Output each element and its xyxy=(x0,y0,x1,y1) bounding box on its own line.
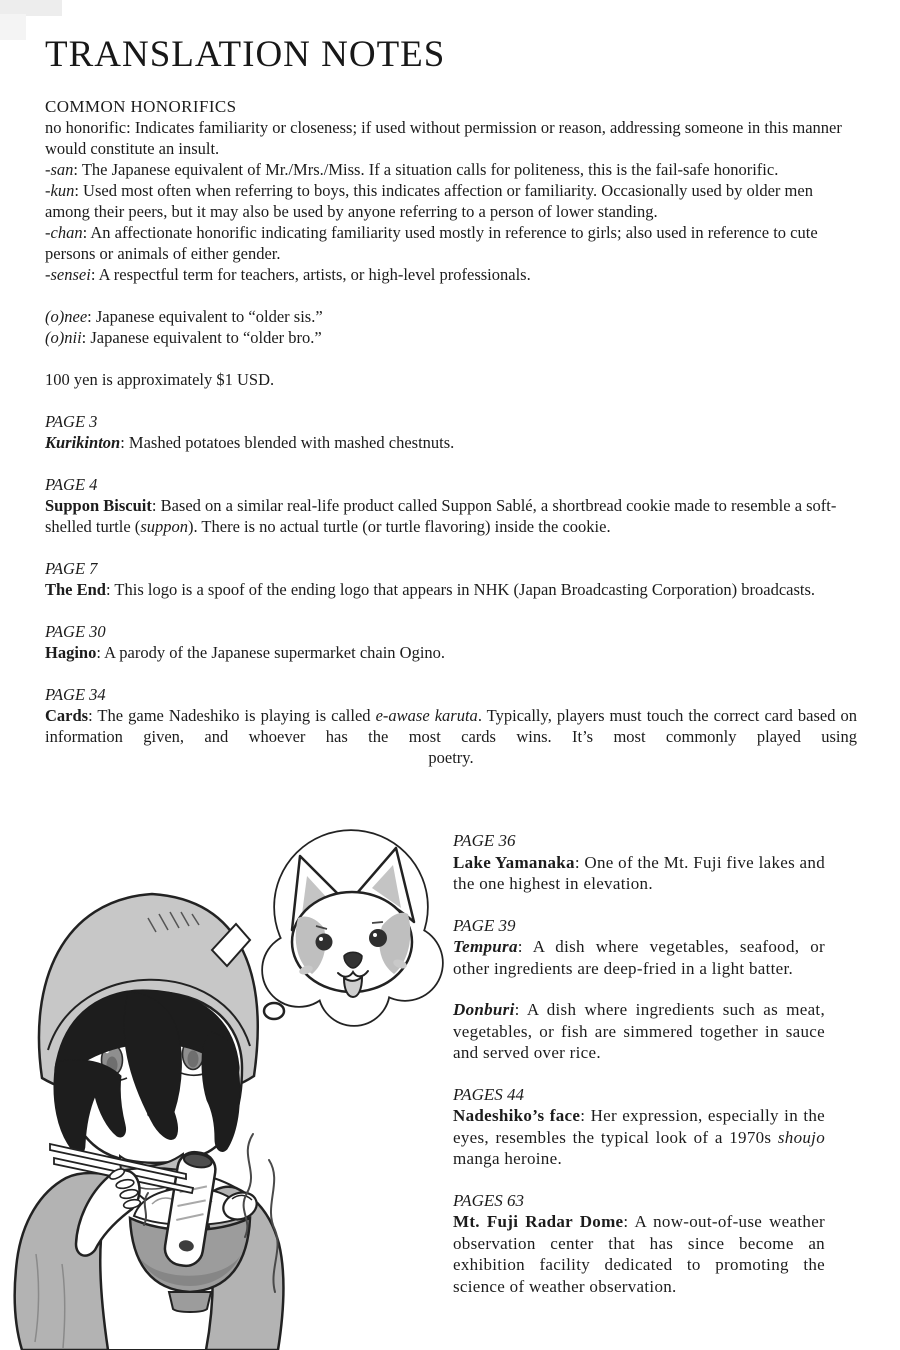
equivalent-term: (o)nii xyxy=(45,327,82,347)
honorific-term: -kun xyxy=(45,180,75,200)
note-text: Nadeshiko’s face: Her expression, especially in the eyes, resembles the typical look of a 1970s shoujo manga heroine. xyxy=(453,1106,825,1168)
dog-eye xyxy=(369,929,387,947)
note-text: Cards: The game Nadeshiko is playing is called e-awase karuta. Typically, players must touch the correct card based on information given, and whoever has the most cards wins. It’s most commonly played using xyxy=(45,705,857,746)
note-page-36 xyxy=(453,830,825,895)
note-pages-44 xyxy=(453,1084,825,1170)
note-text: Donburi: A dish where ingredients such as meat, vegetables, or fish are simmered together in sauce and served over rice. xyxy=(453,1000,825,1062)
scan-smudge xyxy=(0,14,26,40)
note-term: Kurikinton xyxy=(45,432,121,452)
note-term: Mt. Fuji Radar Dome xyxy=(453,1212,624,1231)
right-column xyxy=(453,830,825,1297)
honorific-entry xyxy=(45,222,857,264)
note-text: Suppon Biscuit: Based on a similar real-life product called Suppon Sablé, a shortbread cookie made to resemble a soft-shelled turtle (suppon). There is no actual turtle (or turtle flavoring) inside the cookie. xyxy=(45,495,837,536)
note-page-7 xyxy=(45,558,857,600)
note-page-3 xyxy=(45,411,857,453)
page-header: PAGE 39 xyxy=(453,915,516,935)
honorific-term: -san xyxy=(45,159,74,179)
honorific-entry xyxy=(45,117,857,159)
note-page-4 xyxy=(45,474,857,537)
honorific-text: : A respectful term for teachers, artists, or high-level professionals. xyxy=(90,264,531,284)
honorific-entry xyxy=(45,180,857,222)
honorific-text: : Indicates familiarity or closeness; if used without permission or reason, addressing someone in this manner would constitute an insult. xyxy=(45,117,842,158)
honorific-term: -chan xyxy=(45,222,83,242)
honorific-text: : Used most often when referring to boys, this indicates affection or familiarity. Occasionally used by older men among their peers, but it may also be used by anyone referring to a person of lower standing. xyxy=(45,180,813,221)
note-text: Tempura: A dish where vegetables, seafood, or other ingredients are deep-fried in a light batter. xyxy=(453,937,825,978)
note-term: Donburi xyxy=(453,1000,515,1019)
page-header: PAGE 34 xyxy=(45,684,106,704)
note-text-last-line: poetry. xyxy=(428,747,474,767)
note-text: Kurikinton: Mashed potatoes blended with mashed chestnuts. xyxy=(45,432,455,452)
note-term: Tempura xyxy=(453,937,518,956)
honorific-text: : The Japanese equivalent of Mr./Mrs./Miss. If a situation calls for politeness, this is the fail-safe honorific. xyxy=(73,159,779,179)
character-illustration xyxy=(6,822,456,1350)
note-pages-63 xyxy=(453,1190,825,1298)
page-header: PAGE 36 xyxy=(453,831,516,850)
honorific-term: -sensei xyxy=(45,264,91,284)
dog-tongue xyxy=(344,977,362,997)
honorific-term: no honorific xyxy=(45,117,127,137)
equivalent-term: (o)nee xyxy=(45,306,88,326)
equivalent-text: : Japanese equivalent to “older bro.” xyxy=(81,327,322,347)
note-text: The End: This logo is a spoof of the ending logo that appears in NHK (Japan Broadcasting Corporation) broadcasts. xyxy=(45,579,816,599)
page-header: PAGES 63 xyxy=(453,1190,524,1210)
honorific-entry xyxy=(45,264,857,285)
equivalent-text: : Japanese equivalent to “older sis.” xyxy=(87,306,323,326)
note-term: Cards xyxy=(45,705,89,725)
note-term: Lake Yamanaka xyxy=(453,852,575,872)
note-page-30 xyxy=(45,621,857,663)
honorific-entry xyxy=(45,159,857,180)
note-page-34 xyxy=(45,684,857,768)
equivalent-entry xyxy=(45,327,857,348)
currency-note: 100 yen is approximately $1 USD. xyxy=(45,369,275,389)
currency-note-block xyxy=(45,369,857,390)
main-column xyxy=(45,0,857,768)
page-title: TRANSLATION NOTES xyxy=(45,34,446,75)
note-donburi xyxy=(453,999,825,1064)
note-term: Suppon Biscuit xyxy=(45,495,152,515)
note-page-39 xyxy=(453,915,825,980)
equivalent-entry xyxy=(45,306,857,327)
note-text: Lake Yamanaka: One of the Mt. Fuji five lakes and the one highest in elevation. xyxy=(453,852,825,893)
page-header: PAGE 3 xyxy=(45,411,98,431)
bubble-tail-dot xyxy=(264,1003,284,1019)
page-header: PAGE 4 xyxy=(45,474,98,494)
note-term: Nadeshiko’s face xyxy=(453,1106,581,1125)
note-term: The End xyxy=(45,579,106,599)
page-header: PAGE 30 xyxy=(45,621,106,641)
note-text: Hagino: A parody of the Japanese supermarket chain Ogino. xyxy=(45,642,446,662)
page-header: PAGES 44 xyxy=(453,1084,524,1104)
note-text: Mt. Fuji Radar Dome: A now-out-of-use weather observation center that has since become an exhibition facility dedicated to promoting the science of weather observation. xyxy=(453,1212,825,1296)
honorifics-heading: COMMON HONORIFICS xyxy=(45,96,237,116)
note-term: Hagino xyxy=(45,642,97,662)
sibling-equivalents xyxy=(45,306,857,348)
dog-eye xyxy=(316,934,333,951)
character xyxy=(15,894,284,1350)
page-header: PAGE 7 xyxy=(45,558,98,578)
honorific-text: : An affectionate honorific indicating familiarity used mostly in reference to girls; also used in reference to cute persons or animals of either gender. xyxy=(45,222,818,263)
